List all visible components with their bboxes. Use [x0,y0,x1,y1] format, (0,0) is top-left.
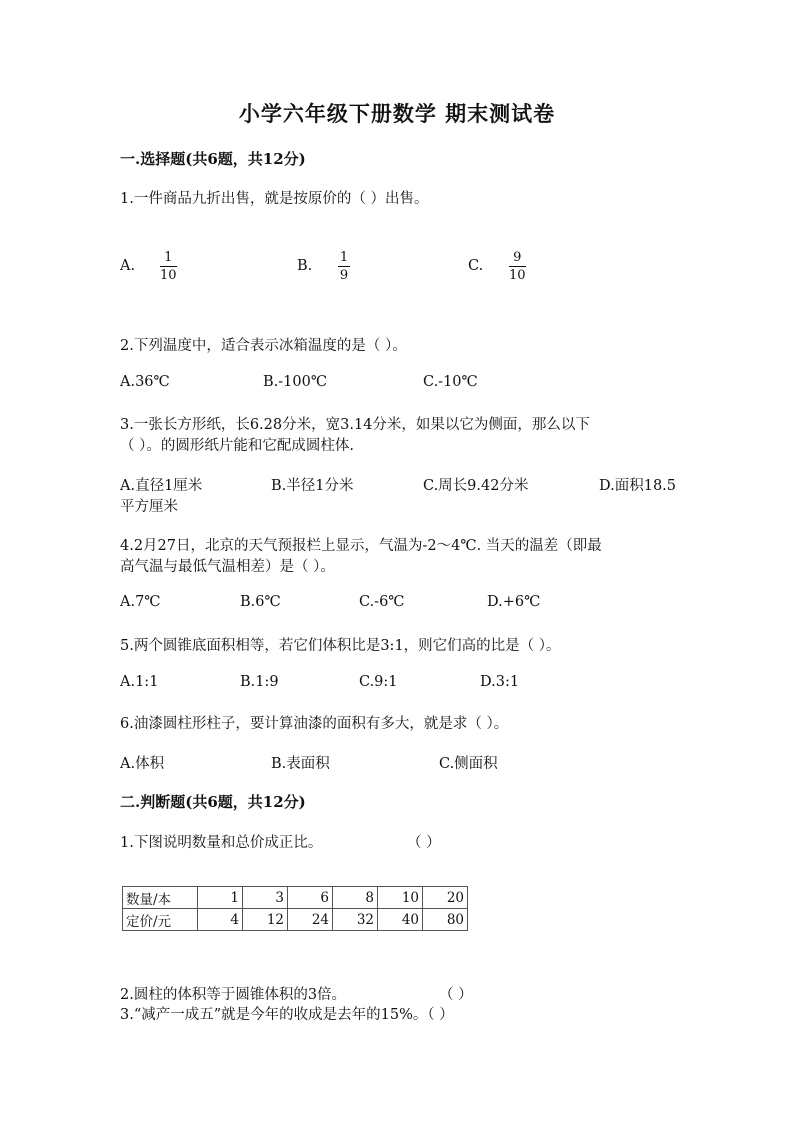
q1-option-a-letter: A. [120,258,136,274]
q1-option-b-letter: B. [297,258,313,274]
q3-option-a: A.直径1厘米 [120,478,203,494]
table-cell: 10 [378,887,423,909]
fraction-numerator: 1 [339,250,349,265]
section-heading-judge: 二.判断题(共6题，共12分) [120,793,306,811]
q5-option-c: C.9:1 [359,674,398,690]
table-row-header: 数量/本 [123,887,198,909]
q5-option-d: D.3:1 [480,674,520,690]
judge-question-2-blank: （ ） [439,987,473,1003]
page-title: 小学六年级下册数学 期末测试卷 [238,101,556,126]
fraction-denominator: 10 [160,268,177,283]
q3-option-d: D.面积18.5 [599,478,677,494]
question-4-stem-line2: 高气温与最低气温相差）是（ ）。 [120,559,335,575]
judge-question-2-stem: 2.圆柱的体积等于圆锥体积的3倍。 [120,987,347,1003]
table-cell: 8 [333,887,378,909]
judge-question-3-stem: 3.“减产一成五”就是今年的收成是去年的15%。（ ） [120,1007,454,1023]
table-cell: 12 [243,909,288,931]
table-cell: 4 [198,909,243,931]
q1-option-c-letter: C. [468,258,484,274]
fraction-numerator: 9 [513,250,522,265]
judge-question-1-stem: 1.下图说明数量和总价成正比。 [120,835,323,851]
q4-option-d: D.+6℃ [487,594,541,610]
table-cell: 80 [423,909,468,931]
table-cell: 24 [288,909,333,931]
question-3-stem-line2: （ ）。的圆形纸片能和它配成圆柱体. [120,438,354,454]
question-1-stem: 1.一件商品九折出售，就是按原价的（ ）出售。 [120,191,429,207]
table-row [123,909,468,931]
fraction-bar [160,266,177,267]
table-row [123,887,468,909]
table-cell: 1 [198,887,243,909]
fraction-bar [509,266,526,267]
fraction-denominator: 9 [339,268,349,283]
q5-option-b: B.1:9 [240,674,279,690]
q4-option-a: A.7℃ [120,594,161,610]
quantity-price-table [122,886,468,931]
fraction-denominator: 10 [509,268,526,283]
fraction-bar [338,266,350,267]
question-4-stem-line1: 4.2月27日，北京的天气预报栏上显示，气温为-2～4℃. 当天的温差（即最 [120,538,602,554]
table-cell: 3 [243,887,288,909]
table-cell: 6 [288,887,333,909]
q2-option-b: B.-100℃ [263,374,328,390]
question-3-stem-line1: 3.一张长方形纸，长6.28分米，宽3.14分米，如果以它为侧面，那么以下 [120,417,590,433]
question-2-stem: 2.下列温度中，适合表示冰箱温度的是（ ）。 [120,338,407,354]
question-5-stem: 5.两个圆锥底面积相等，若它们体积比是3:1，则它们高的比是（ ）。 [120,638,561,654]
q1-option-c-fraction [509,251,526,282]
q1-option-a-fraction [160,251,177,282]
q5-option-a: A.1:1 [120,674,159,690]
q4-option-b: B.6℃ [240,594,281,610]
judge-question-1-blank: （ ） [407,835,441,851]
q2-option-c: C.-10℃ [423,374,478,390]
q4-option-c: C.-6℃ [359,594,405,610]
table-cell: 20 [423,887,468,909]
q3-option-d-continued: 平方厘米 [120,499,178,515]
table-cell: 32 [333,909,378,931]
q1-option-b-fraction [338,251,350,282]
q6-option-c: C.侧面积 [439,756,498,772]
q6-option-b: B.表面积 [271,756,330,772]
fraction-numerator: 1 [164,250,173,265]
table-cell: 40 [378,909,423,931]
section-heading-choice: 一.选择题(共6题，共12分) [120,150,306,168]
q3-option-c: C.周长9.42分米 [423,478,529,494]
q6-option-a: A.体积 [120,756,165,772]
q2-option-a: A.36℃ [120,374,170,390]
table-row-header: 定价/元 [123,909,198,931]
q3-option-b: B.半径1分米 [271,478,354,494]
question-6-stem: 6.油漆圆柱形柱子，要计算油漆的面积有多大，就是求（ ）。 [120,716,509,732]
